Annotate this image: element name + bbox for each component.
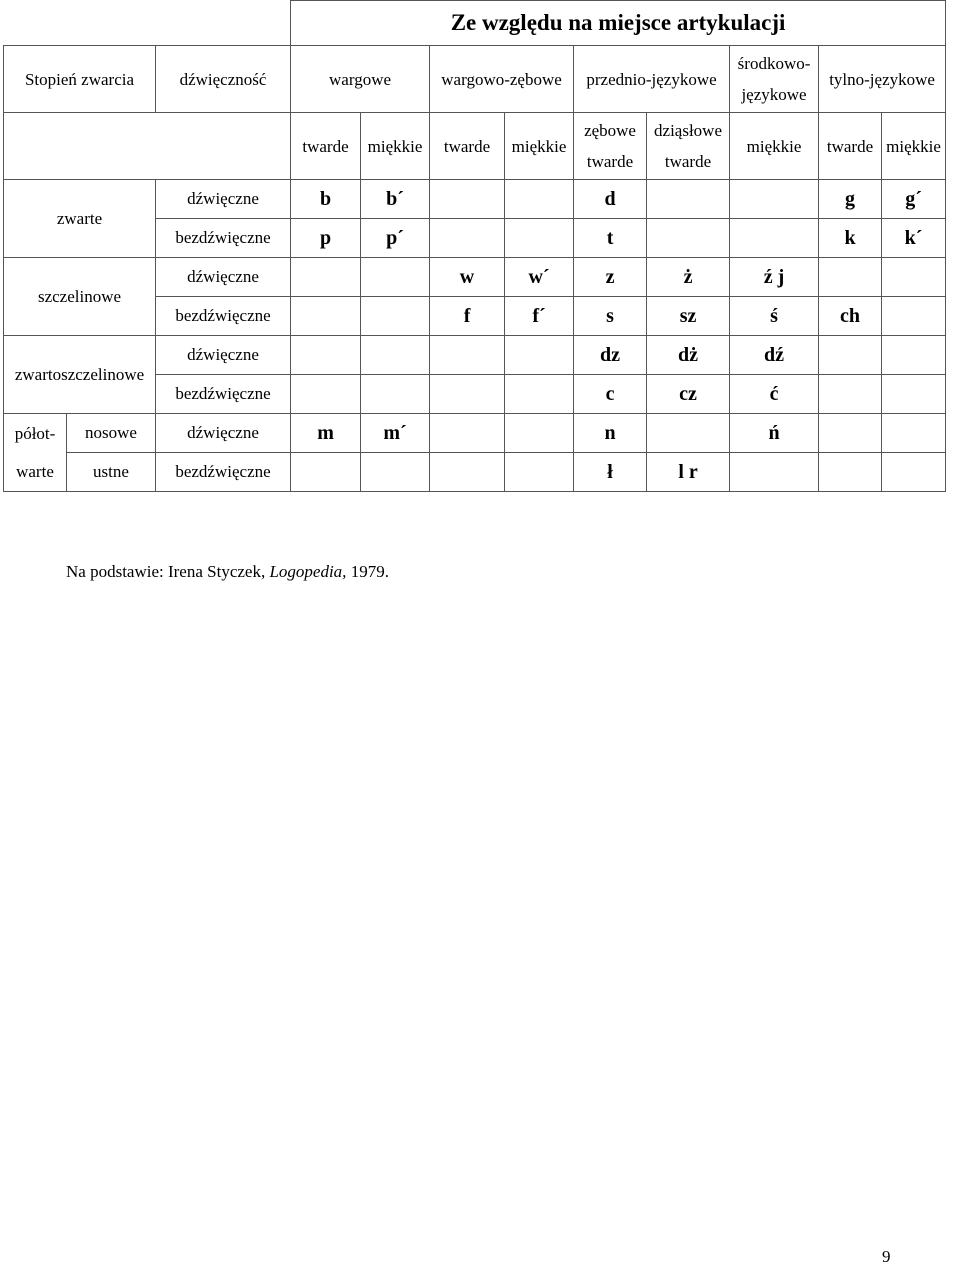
header-tylne-twarde: twarde bbox=[819, 113, 882, 180]
consonant-cell: dz bbox=[574, 336, 647, 375]
consonant-cell bbox=[647, 219, 730, 258]
group-polotwarte-line2: warte bbox=[16, 461, 54, 481]
consonant-cell bbox=[819, 258, 882, 297]
consonant-cell: p´ bbox=[361, 219, 430, 258]
consonant-cell: ń bbox=[730, 414, 819, 453]
consonant-cell: dź bbox=[730, 336, 819, 375]
consonant-cell bbox=[505, 375, 574, 414]
consonant-cell bbox=[361, 336, 430, 375]
consonant-cell bbox=[819, 375, 882, 414]
consonant-cell bbox=[882, 297, 946, 336]
consonant-cell bbox=[430, 219, 505, 258]
consonant-cell: p bbox=[291, 219, 361, 258]
consonant-cell bbox=[882, 414, 946, 453]
subgroup-nosowe: nosowe bbox=[67, 414, 156, 453]
consonant-cell bbox=[505, 336, 574, 375]
consonant-table bbox=[3, 0, 946, 492]
header-wz-twarde: twarde bbox=[430, 113, 505, 180]
voicing-cell: bezdźwięczne bbox=[156, 453, 291, 492]
consonant-cell bbox=[361, 297, 430, 336]
consonant-cell bbox=[430, 375, 505, 414]
header-wargowe-twarde: twarde bbox=[291, 113, 361, 180]
header-wargowe-miekkie: miękkie bbox=[361, 113, 430, 180]
consonant-cell bbox=[819, 414, 882, 453]
consonant-cell bbox=[361, 258, 430, 297]
header-srodkowo-line1: środkowo- bbox=[737, 54, 811, 73]
consonant-cell bbox=[430, 180, 505, 219]
consonant-cell bbox=[505, 219, 574, 258]
consonant-cell: m bbox=[291, 414, 361, 453]
consonant-cell bbox=[505, 180, 574, 219]
consonant-cell: sz bbox=[647, 297, 730, 336]
consonant-cell: ł bbox=[574, 453, 647, 492]
consonant-cell bbox=[647, 414, 730, 453]
voicing-cell: dźwięczne bbox=[156, 336, 291, 375]
consonant-cell: ć bbox=[730, 375, 819, 414]
consonant-cell bbox=[505, 414, 574, 453]
consonant-cell bbox=[819, 453, 882, 492]
subgroup-ustne: ustne bbox=[67, 453, 156, 492]
consonant-cell: f´ bbox=[505, 297, 574, 336]
header-wz-miekkie: miękkie bbox=[505, 113, 574, 180]
consonant-cell: f bbox=[430, 297, 505, 336]
consonant-cell: z bbox=[574, 258, 647, 297]
consonant-cell bbox=[291, 375, 361, 414]
header-wargowo-zebowe: wargowo-zębowe bbox=[430, 46, 574, 113]
caption-prefix: Na podstawie: Irena Styczek, bbox=[66, 562, 270, 581]
group-zwartoszczelinowe: zwartoszczelinowe bbox=[4, 336, 156, 414]
consonant-cell: d bbox=[574, 180, 647, 219]
consonant-cell: g bbox=[819, 180, 882, 219]
consonant-cell bbox=[361, 375, 430, 414]
header-zebowe-twarde: twarde bbox=[586, 152, 634, 171]
header-srodkowo-jezykowe bbox=[730, 46, 819, 113]
table-row bbox=[4, 336, 946, 375]
consonant-cell bbox=[882, 258, 946, 297]
caption-work-title: Logopedia, bbox=[269, 562, 347, 581]
consonant-cell bbox=[647, 180, 730, 219]
consonant-cell: n bbox=[574, 414, 647, 453]
consonant-cell bbox=[291, 297, 361, 336]
consonant-cell: k bbox=[819, 219, 882, 258]
group-szczelinowe: szczelinowe bbox=[4, 258, 156, 336]
header-dziaslowe-twarde: twarde bbox=[664, 152, 712, 171]
consonant-cell: b´ bbox=[361, 180, 430, 219]
consonant-cell: w bbox=[430, 258, 505, 297]
page-number: 9 bbox=[882, 1247, 891, 1266]
table-row bbox=[4, 258, 946, 297]
voicing-cell: bezdźwięczne bbox=[156, 219, 291, 258]
header-srodkowe-miekkie: miękkie bbox=[730, 113, 819, 180]
consonant-cell bbox=[291, 258, 361, 297]
consonant-cell: g´ bbox=[882, 180, 946, 219]
consonant-cell: w´ bbox=[505, 258, 574, 297]
consonant-cell: ś bbox=[730, 297, 819, 336]
header2-empty-cell bbox=[4, 113, 291, 180]
header-dziaslowe bbox=[647, 113, 730, 180]
consonant-cell bbox=[291, 336, 361, 375]
consonant-cell bbox=[882, 453, 946, 492]
table-title: Ze względu na miejsce artykulacji bbox=[291, 1, 946, 46]
header-przednio-jezykowe: przednio-językowe bbox=[574, 46, 730, 113]
consonant-cell bbox=[882, 336, 946, 375]
group-zwarte: zwarte bbox=[4, 180, 156, 258]
consonant-cell bbox=[730, 180, 819, 219]
consonant-cell bbox=[819, 336, 882, 375]
consonant-cell bbox=[730, 219, 819, 258]
source-caption bbox=[66, 562, 389, 582]
consonant-cell bbox=[430, 414, 505, 453]
header-srodkowo-line2: językowe bbox=[741, 85, 807, 104]
voicing-cell: bezdźwięczne bbox=[156, 297, 291, 336]
voicing-cell: bezdźwięczne bbox=[156, 375, 291, 414]
consonant-cell: c bbox=[574, 375, 647, 414]
consonant-cell: t bbox=[574, 219, 647, 258]
consonant-cell: cz bbox=[647, 375, 730, 414]
consonant-cell bbox=[730, 453, 819, 492]
consonant-cell: l r bbox=[647, 453, 730, 492]
consonant-cell: m´ bbox=[361, 414, 430, 453]
table-row bbox=[4, 180, 946, 219]
header-dzwiecznosc: dźwięczność bbox=[156, 46, 291, 113]
header-zebowe-label: zębowe bbox=[584, 121, 636, 140]
header-tylno-jezykowe: tylno-językowe bbox=[819, 46, 946, 113]
header-wargowe: wargowe bbox=[291, 46, 430, 113]
consonant-cell: dż bbox=[647, 336, 730, 375]
table-row bbox=[4, 414, 946, 453]
consonant-cell: s bbox=[574, 297, 647, 336]
consonant-cell bbox=[430, 453, 505, 492]
consonant-cell bbox=[882, 375, 946, 414]
header-stopien-zwarcia: Stopień zwarcia bbox=[4, 46, 156, 113]
empty-corner-cell bbox=[4, 1, 291, 46]
caption-year: 1979. bbox=[346, 562, 389, 581]
consonant-cell: k´ bbox=[882, 219, 946, 258]
voicing-cell: dźwięczne bbox=[156, 414, 291, 453]
header-tylne-miekkie: miękkie bbox=[882, 113, 946, 180]
table-row bbox=[4, 453, 946, 492]
consonant-cell: ź j bbox=[730, 258, 819, 297]
group-polotwarte bbox=[4, 414, 67, 492]
consonant-cell bbox=[361, 453, 430, 492]
consonant-cell bbox=[505, 453, 574, 492]
group-polotwarte-line1: półot- bbox=[14, 423, 56, 443]
header-zebowe bbox=[574, 113, 647, 180]
consonant-cell: ch bbox=[819, 297, 882, 336]
consonant-cell bbox=[430, 336, 505, 375]
header-dziaslowe-label: dziąsłowe bbox=[654, 121, 723, 140]
voicing-cell: dźwięczne bbox=[156, 180, 291, 219]
consonant-cell bbox=[291, 453, 361, 492]
consonant-cell: ż bbox=[647, 258, 730, 297]
voicing-cell: dźwięczne bbox=[156, 258, 291, 297]
consonant-cell: b bbox=[291, 180, 361, 219]
